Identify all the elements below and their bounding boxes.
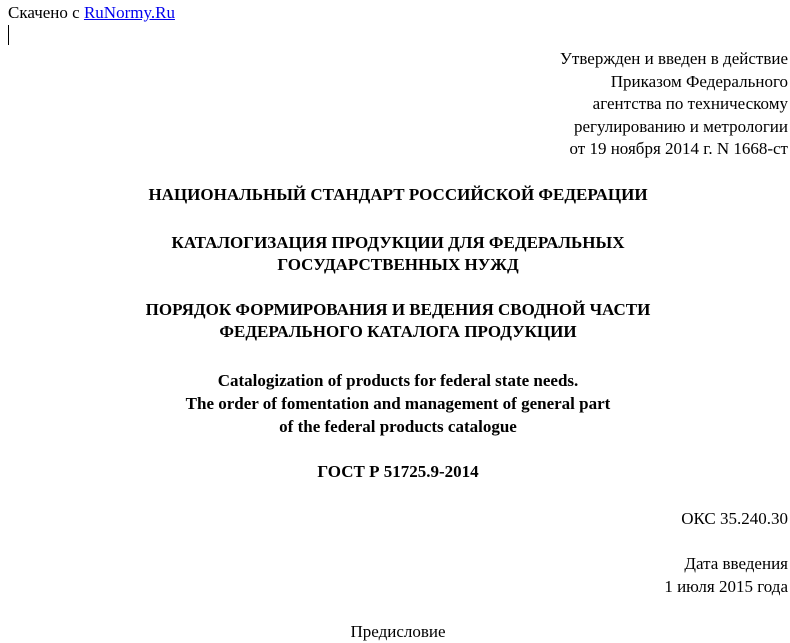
title-ru-block-1 [0, 232, 790, 276]
effective-date-label: Дата введения [684, 554, 788, 573]
approval-line: Приказом Федерального [610, 71, 788, 91]
preface-heading: Предисловие [350, 622, 446, 641]
approval-block [560, 48, 788, 161]
effective-date-value: 1 июля 2015 года [664, 577, 788, 596]
national-standard-title: НАЦИОНАЛЬНЫЙ СТАНДАРТ РОССИЙСКОЙ ФЕДЕРАЦИИ [148, 185, 648, 204]
source-line [8, 3, 175, 23]
oks-block [681, 507, 788, 530]
source-link[interactable]: RuNormy.Ru [83, 3, 175, 22]
source-prefix: Скачено с [8, 3, 80, 22]
title-en-line: Catalogization of products for federal state needs. [217, 371, 579, 390]
standard-code: ГОСТ Р 51725.9-2014 [317, 462, 479, 481]
title-ru-block-2 [0, 299, 790, 343]
title-ru-line: ПОРЯДОК ФОРМИРОВАНИЯ И ВЕДЕНИЯ СВОДНОЙ ЧАСТИ [145, 300, 651, 319]
title-ru-line: ФЕДЕРАЛЬНОГО КАТАЛОГА ПРОДУКЦИИ [219, 322, 577, 341]
title-ru-line: ГОСУДАРСТВЕННЫХ НУЖД [277, 255, 519, 274]
national-standard-heading [0, 184, 790, 206]
oks-code: ОКС 35.240.30 [681, 509, 788, 528]
title-en-block [0, 369, 790, 438]
title-en-line: of the federal products catalogue [279, 417, 517, 436]
title-ru-line: КАТАЛОГИЗАЦИЯ ПРОДУКЦИИ ДЛЯ ФЕДЕРАЛЬНЫХ [171, 233, 625, 252]
standard-code-block [0, 461, 790, 483]
text-cursor [8, 25, 9, 45]
effective-date-block [664, 552, 788, 598]
approval-line: Утвержден и введен в действие [559, 49, 788, 68]
approval-line: регулированию и метрологии [573, 116, 788, 136]
title-en-line: The order of fomentation and management of general part [185, 394, 611, 413]
approval-line: агентства по техническому [592, 94, 788, 113]
approval-line: от 19 ноября 2014 г. N 1668-ст [569, 139, 788, 158]
